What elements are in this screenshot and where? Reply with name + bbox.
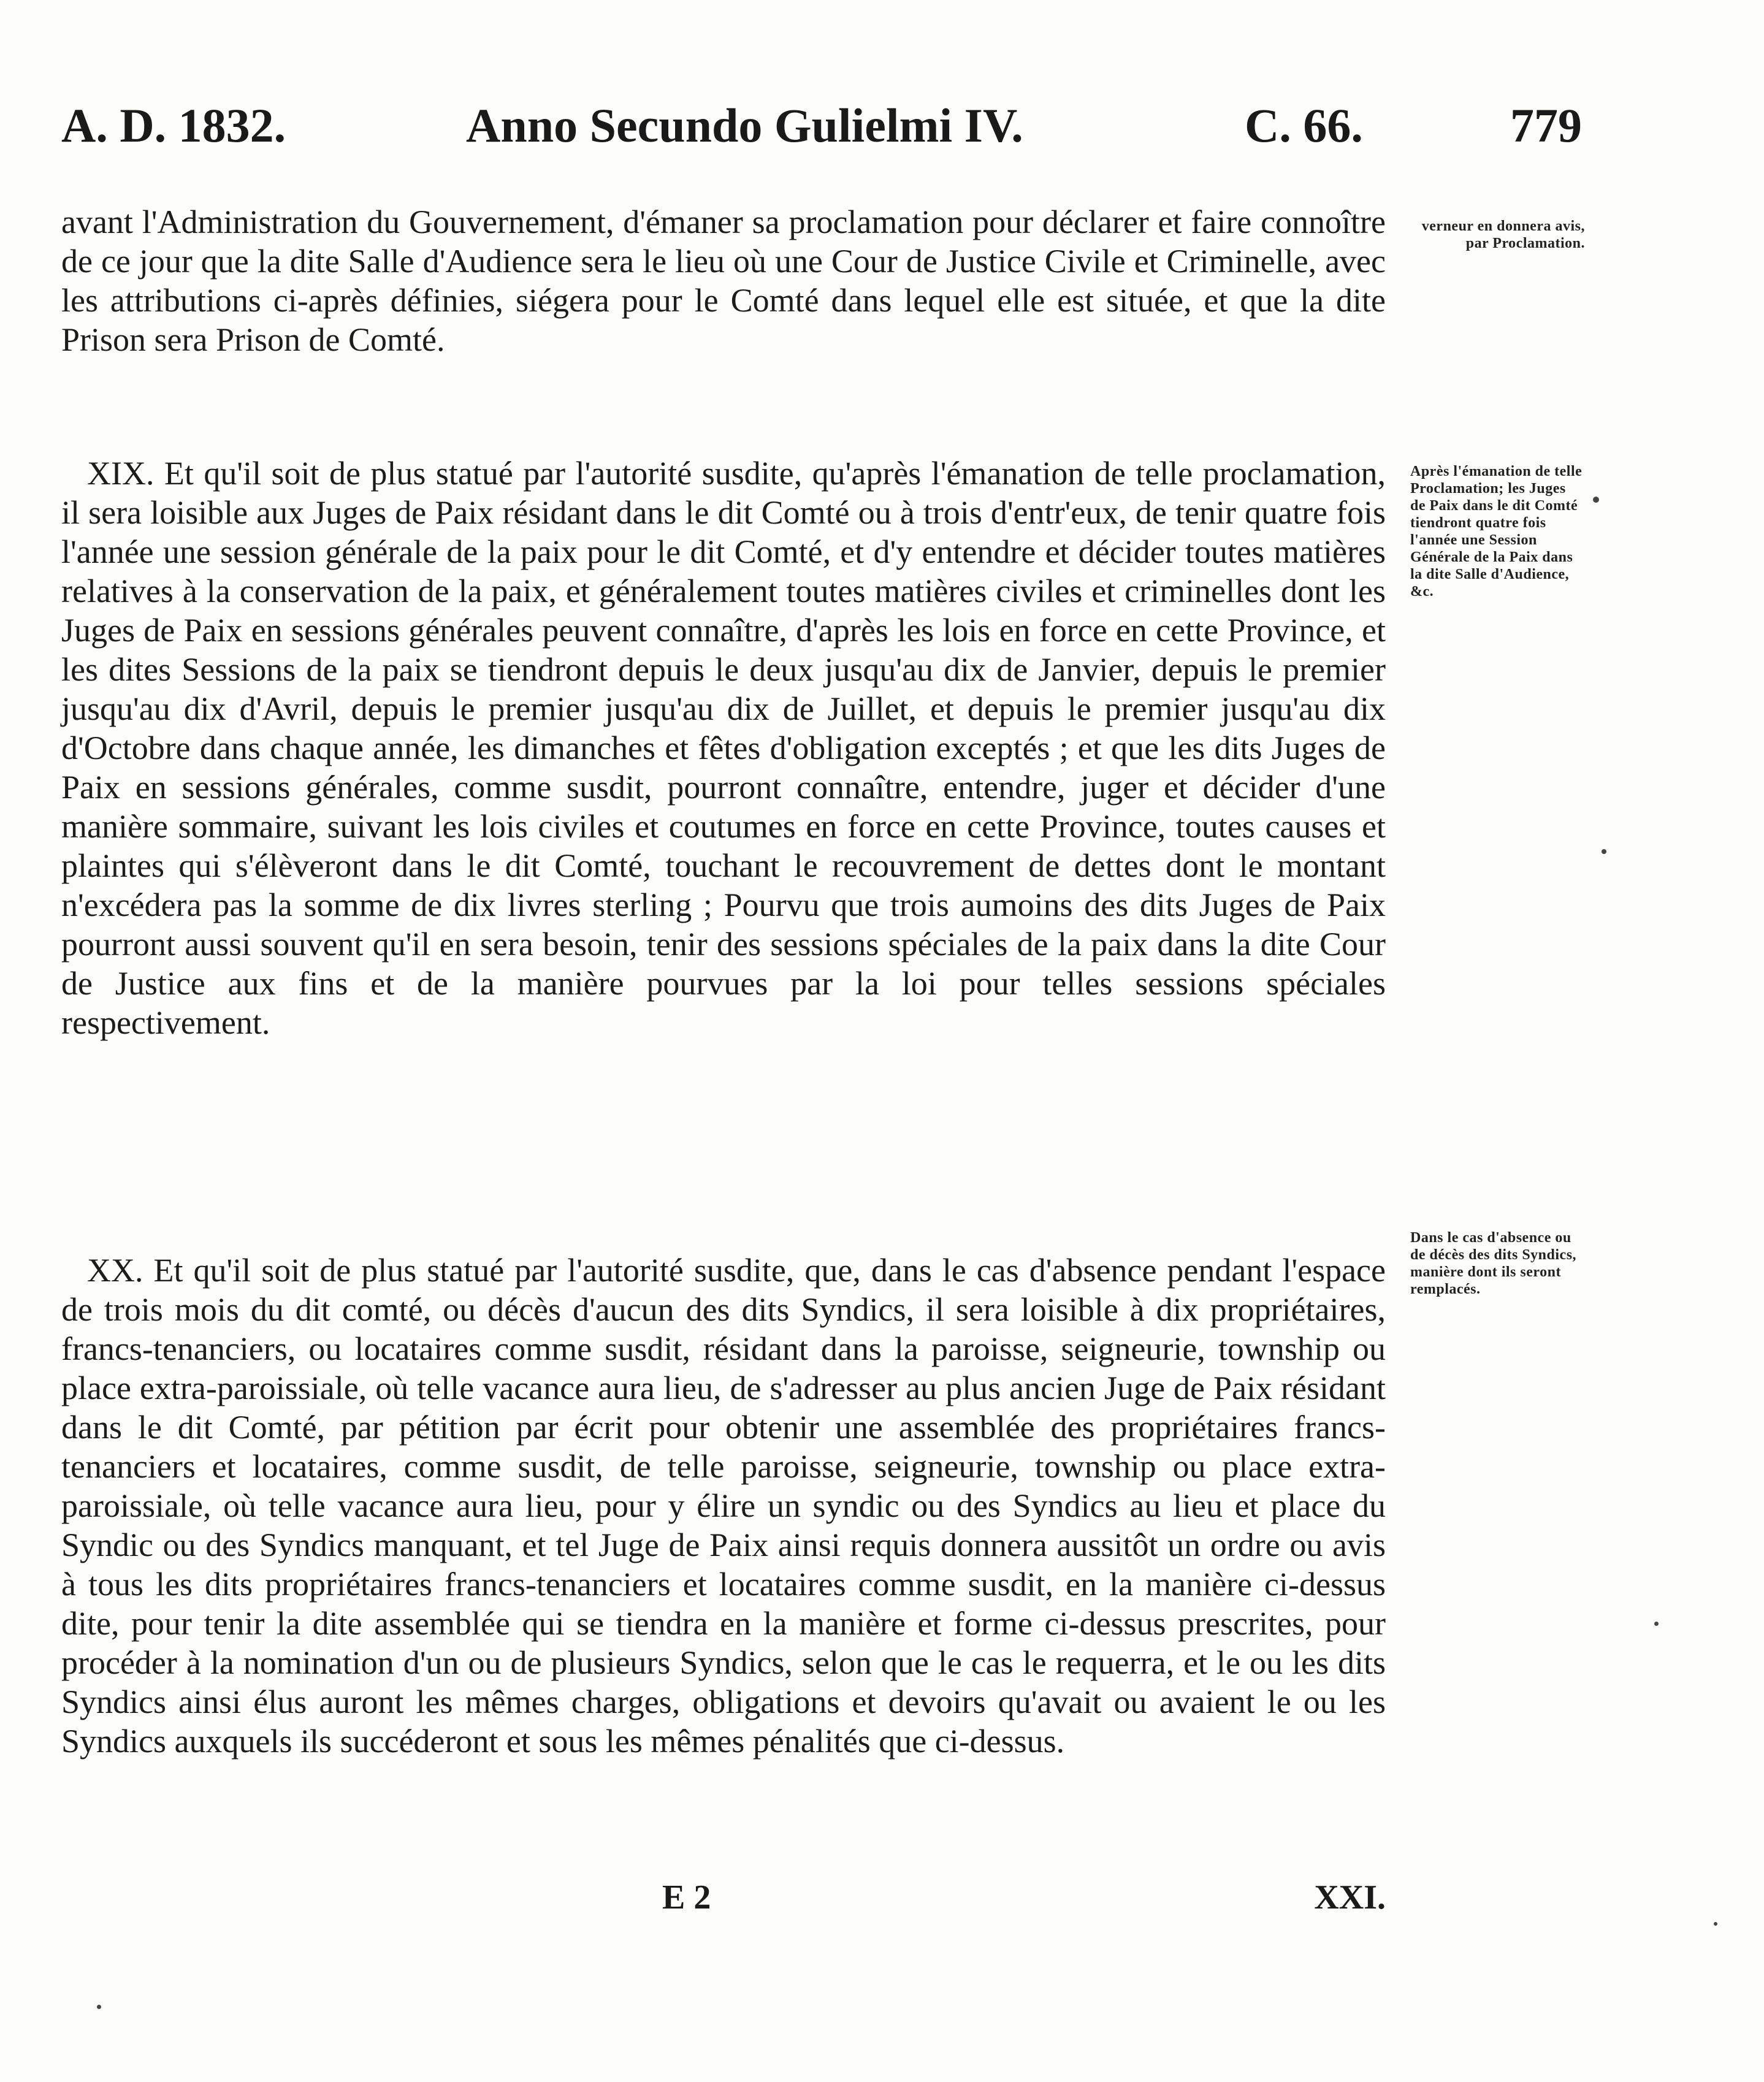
paragraph-section-xix [61, 454, 1386, 1042]
ink-speck [1593, 497, 1599, 503]
running-head [61, 92, 1582, 159]
margin-note-proclamation: verneur en donnera avis, par Proclamation. [1421, 218, 1585, 251]
signature-mark: E 2 [662, 1878, 711, 1916]
paragraph-xix-text: XIX. Et qu'il soit de plus statué par l'autorité susdite, qu'après l'émanation de telle proclamation, il sera loisible aux Juges de Paix résidant dans le dit Comté ou à trois d'entr'eux, de tenir quatre fois l'année une session générale de la paix pour le dit Comté, et d'y entendre et décider toutes matières relatives à la conservation de la paix, et généralement toutes matières civiles et criminelles dont les Juges de Paix en sessions générales peuvent connaître, d'après les lois en force en cette Province, et les dites Sessions de la paix se tiendront depuis le deux jusqu'au dix de Janvier, depuis le premier jusqu'au dix d'Avril, depuis le premier jusqu'au dix de Juillet, et depuis le premier jusqu'au dix d'Octobre dans chaque année, les dimanches et fêtes d'obligation exceptés ; et que les dits Juges de Paix en sessions générales, comme susdit, pourront connaître, entendre, juger et décider d'une manière sommaire, suivant les lois civiles et coutumes en force en cette Province, toutes causes et plaintes qui s'élèveront dans le dit Comté, touchant le recouvrement de dettes dont le montant n'excédera pas la somme de dix livres sterling ; Pourvu que trois aumoins des dits Juges de Paix pourront aussi souvent qu'il en sera besoin, tenir des sessions spéciales de la paix dans la dite Cour de Justice aux fins et de la manière pourvues par la loi pour telles sessions spéciales respectivement. [61, 455, 1386, 1041]
catchword: XXI. [1314, 1878, 1386, 1916]
ink-speck [1602, 849, 1606, 854]
margin-note-syndics: Dans le cas d'absence ou de décès des dits Syndics, manière dont ils seront remplacés. [1410, 1230, 1577, 1297]
ink-speck [1654, 1622, 1659, 1626]
header-date: A. D. 1832. [61, 99, 286, 152]
margin-note-sessions: Après l'émanation de telle Proclamation; les Juges de Paix dans le dit Comté tiendront quatre fois l'année une Session Générale de la Paix dans la dite Salle d'Audience, &c. [1410, 463, 1583, 600]
page-number: 779 [1510, 99, 1582, 152]
page-footer [61, 1876, 1386, 1919]
ink-speck [1714, 1922, 1717, 1926]
header-title: Anno Secundo Gulielmi IV. [466, 99, 1023, 152]
ink-speck [97, 2005, 101, 2009]
paragraph-intro [61, 202, 1386, 359]
header-chapter: C. 66. [1245, 99, 1363, 152]
paragraph-intro-text: avant l'Administration du Gouvernement, d'émaner sa proclamation pour déclarer et faire connoître de ce jour que la dite Salle d'Audience sera le lieu où une Cour de Justice Civile et Criminelle, avec les attributions ci-après définies, siégera pour le Comté dans lequel elle est située, et que la dite Prison sera Prison de Comté. [61, 204, 1386, 358]
paragraph-section-xx [61, 1251, 1386, 1761]
paragraph-xx-text: XX. Et qu'il soit de plus statué par l'autorité susdite, que, dans le cas d'absence pendant l'espace de trois mois du dit comté, ou décès d'aucun des dits Syndics, il sera loisible à dix propriétaires, francs-tenanciers, ou locataires comme susdit, résidant dans la paroisse, seigneurie, township ou place extra-paroissiale, où telle vacance aura lieu, de s'adresser au plus ancien Juge de Paix résidant dans le dit Comté, par pétition par écrit pour obtenir une assemblée des propriétaires francs-tenanciers et locataires, comme susdit, de telle paroisse, seigneurie, township ou place extra-paroissiale, où telle vacance aura lieu, pour y élire un syndic ou des Syndics au lieu et place du Syndic ou des Syndics manquant, et tel Juge de Paix ainsi requis donnera aussitôt un ordre ou avis à tous les dits propriétaires francs-tenanciers et locataires comme susdit, en la manière ci-dessus dite, pour tenir la dite assemblée qui se tiendra en la manière et forme ci-dessus prescrites, pour procéder à la nomination d'un ou de plusieurs Syndics, selon que le cas le requerra, et le ou les dits Syndics ainsi élus auront les mêmes charges, obligations et devoirs qu'avait ou avaient le ou les Syndics auxquels ils succéderont et sous les mêmes pénalités que ci-dessus. [61, 1252, 1386, 1760]
